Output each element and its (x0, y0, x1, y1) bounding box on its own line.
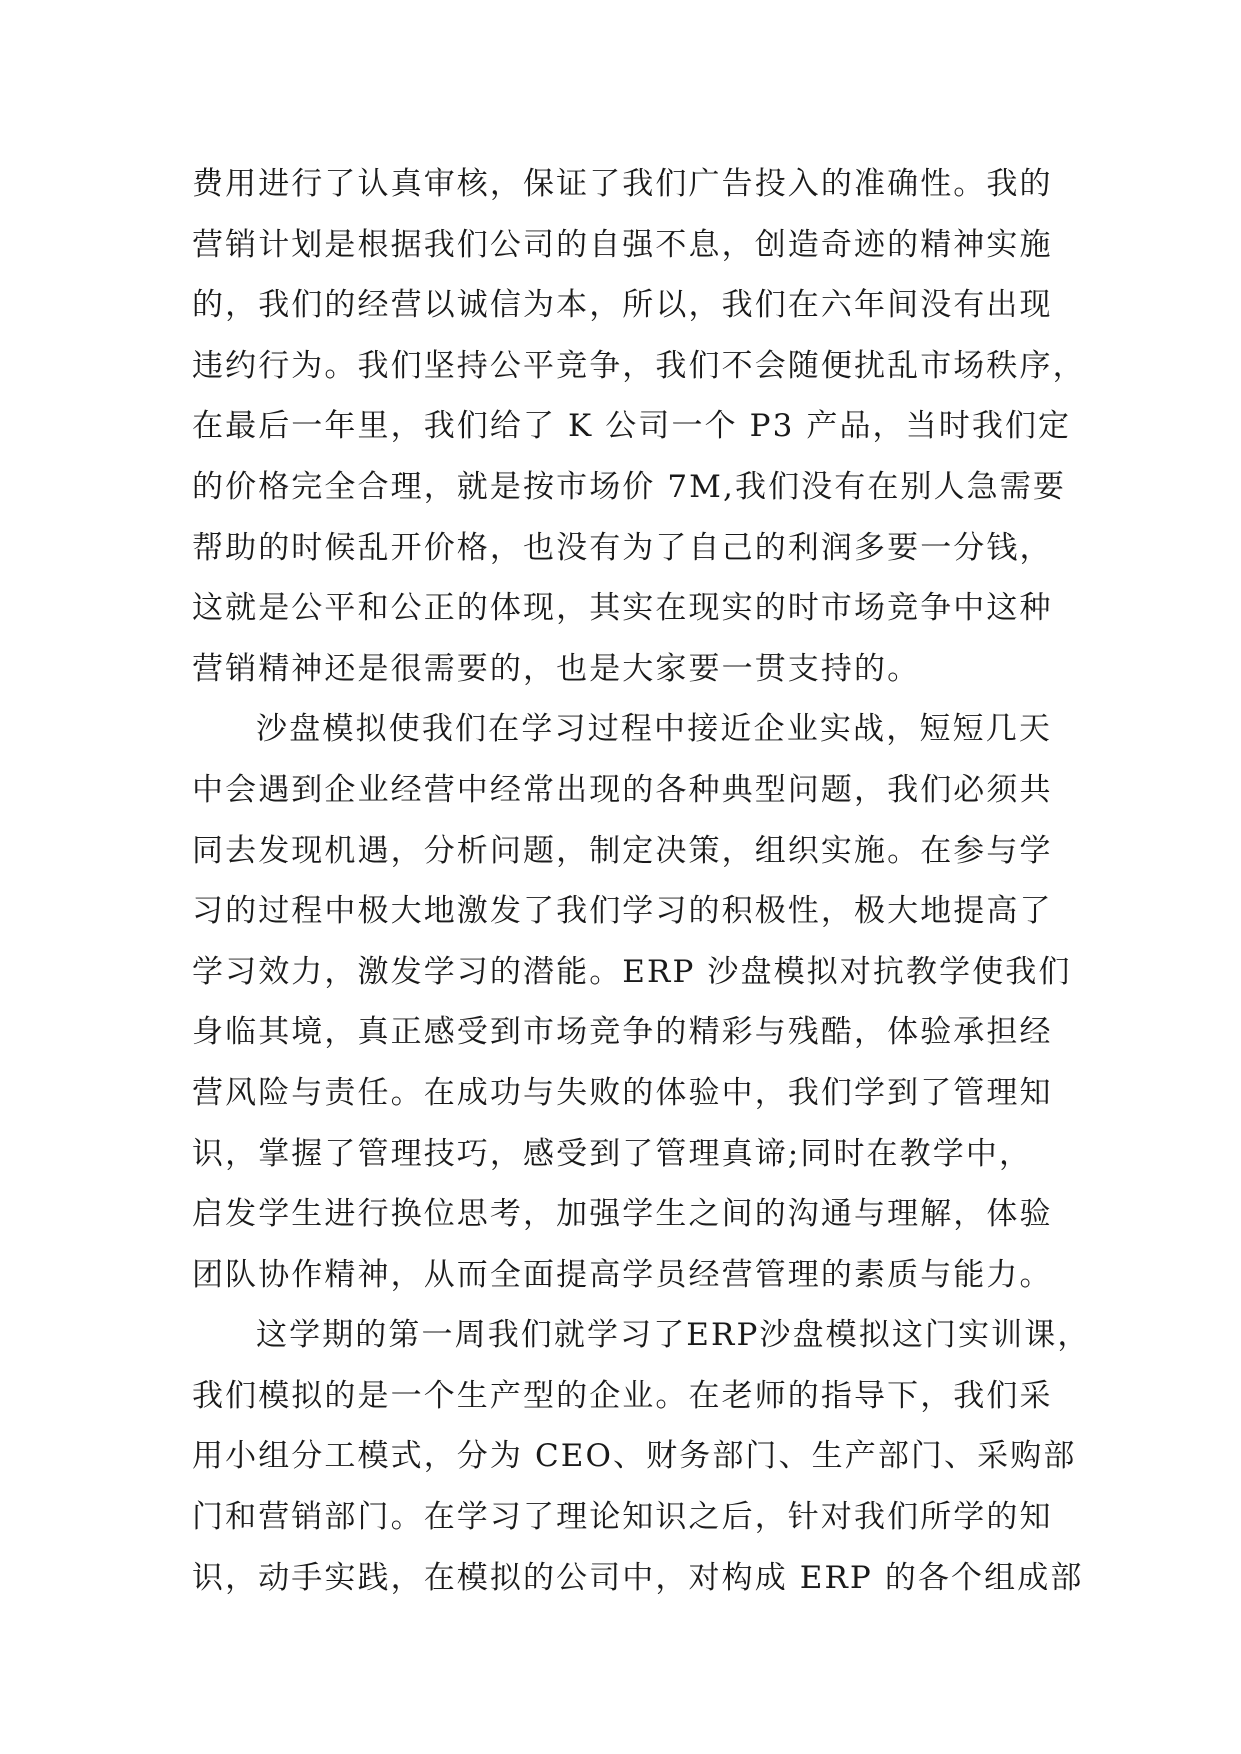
text-line: 营风险与责任。在成功与失败的体验中，我们学到了管理知 (192, 1074, 1053, 1111)
text-line: 启发学生进行换位思考，加强学生之间的沟通与理解，体验 (192, 1196, 1053, 1233)
text-line: 中会遇到企业经营中经常出现的各种典型问题，我们必须共 (192, 771, 1053, 808)
text-line: 用小组分工模式，分为 CEO、财务部门、生产部门、采购部 (192, 1438, 1077, 1475)
text-line: 费用进行了认真审核，保证了我们广告投入的准确性。我的 (192, 166, 1053, 202)
body-text (192, 154, 1091, 1608)
text-line: 同去发现机遇，分析问题，制定决策，组织实施。在参与学 (192, 832, 1053, 869)
text-line: 团队协作精神，从而全面提高学员经营管理的素质与能力。 (192, 1256, 1053, 1293)
text-line: 的，我们的经营以诚信为本，所以，我们在六年间没有出现 (192, 287, 1053, 324)
text-line: 帮助的时候乱开价格，也没有为了自己的利润多要一分钱， (192, 529, 1053, 566)
text-line: 的价格完全合理，就是按市场价 7M,我们没有在别人急需要 (192, 468, 1066, 505)
paragraph-sand-table-simulation (192, 699, 1072, 1305)
text-line: 门和营销部门。在学习了理论知识之后，针对我们所学的知 (192, 1499, 1053, 1536)
text-line: 这就是公平和公正的体现，其实在现实的时市场竞争中这种 (192, 590, 1053, 627)
text-line: 身临其境，真正感受到市场竞争的精彩与残酷，体验承担经 (192, 1014, 1053, 1051)
text-line: 识，动手实践，在模拟的公司中，对构成 ERP 的各个组成部 (192, 1559, 1084, 1596)
text-line: 营销精神还是很需要的，也是大家要一贯支持的。 (192, 650, 921, 687)
text-line: 学习效力，激发学习的潜能。ERP 沙盘模拟对抗教学使我们 (192, 953, 1072, 990)
paragraph-first-week-course (192, 1305, 1091, 1608)
paragraph-marketing-plan (192, 154, 1086, 699)
text-line: 习的过程中极大地激发了我们学习的积极性，极大地提高了 (192, 893, 1053, 930)
text-line: 识，掌握了管理技巧，感受到了管理真谛;同时在教学中， (192, 1135, 1033, 1172)
text-line: 我们模拟的是一个生产型的企业。在老师的指导下，我们采 (192, 1377, 1053, 1414)
text-line: 在最后一年里，我们给了 K 公司一个 P3 产品，当时我们定 (192, 408, 1072, 445)
text-line: 营销计划是根据我们公司的自强不息，创造奇迹的精神实施 (192, 226, 1053, 263)
text-line: 违约行为。我们坚持公平竞争，我们不会随便扰乱市场秩序， (192, 347, 1086, 384)
text-line: 这学期的第一周我们就学习了ERP沙盘模拟这门实训课， (256, 1317, 1091, 1354)
text-line: 沙盘模拟使我们在学习过程中接近企业实战，短短几天 (256, 711, 1052, 748)
